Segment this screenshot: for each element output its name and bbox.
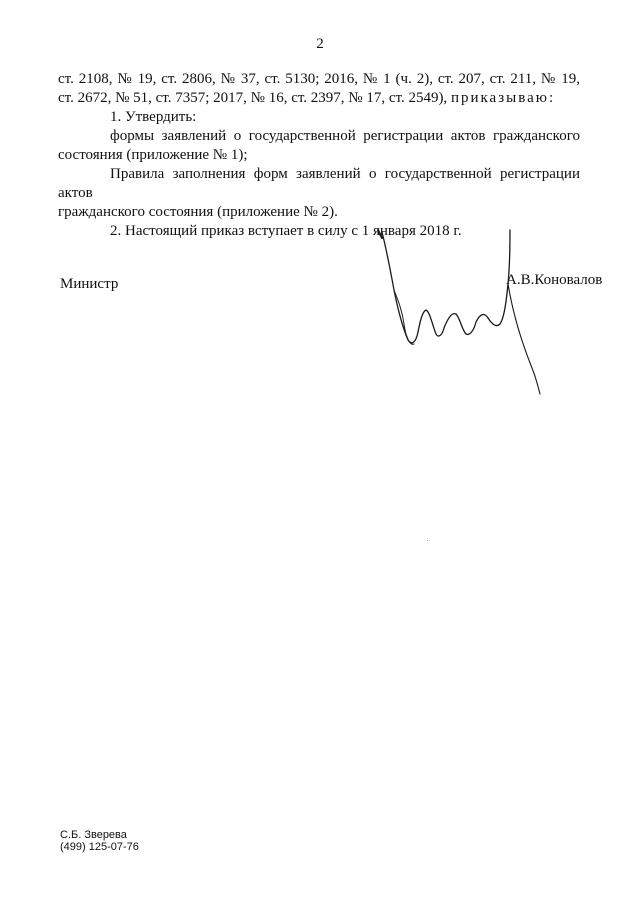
item-2: 2. Настоящий приказ вступает в силу с 1 января 2018 г. xyxy=(110,223,462,239)
item-1-rules-line-1: Правила заполнения форм заявлений о государственной регистрации актов xyxy=(58,166,580,201)
executor-phone: (499) 125-07-76 xyxy=(60,841,139,853)
executor-name: С.Б. Зверева xyxy=(60,829,127,841)
decree-text xyxy=(58,70,580,241)
page-number: 2 xyxy=(316,36,324,52)
citation-line-1: ст. 2108, № 19, ст. 2806, № 37, ст. 5130; 2016, № 1 (ч. 2), ст. 207, ст. 211, № 19, xyxy=(58,71,580,87)
signatory-name: А.В.Коновалов xyxy=(506,272,603,288)
scan-speck xyxy=(427,540,428,541)
citation-line-2-text: ст. 2672, № 51, ст. 7357; 2017, № 16, ст. 2397, № 17, ст. 2549), xyxy=(58,90,448,106)
item-1-rules-line-2: гражданского состояния (приложение № 2). xyxy=(58,204,338,220)
citation-line-2 xyxy=(58,89,580,108)
item-1-heading: 1. Утвердить: xyxy=(110,109,197,125)
executor-contacts xyxy=(60,829,139,853)
handwritten-signature xyxy=(372,228,547,398)
item-1-forms-line-2: состояния (приложение № 1); xyxy=(58,147,248,163)
signatory-title: Министр xyxy=(60,276,119,292)
item-1-forms-line-1: формы заявлений о государственной регистрации актов гражданского xyxy=(110,128,580,144)
order-keyword: приказываю: xyxy=(450,90,556,106)
